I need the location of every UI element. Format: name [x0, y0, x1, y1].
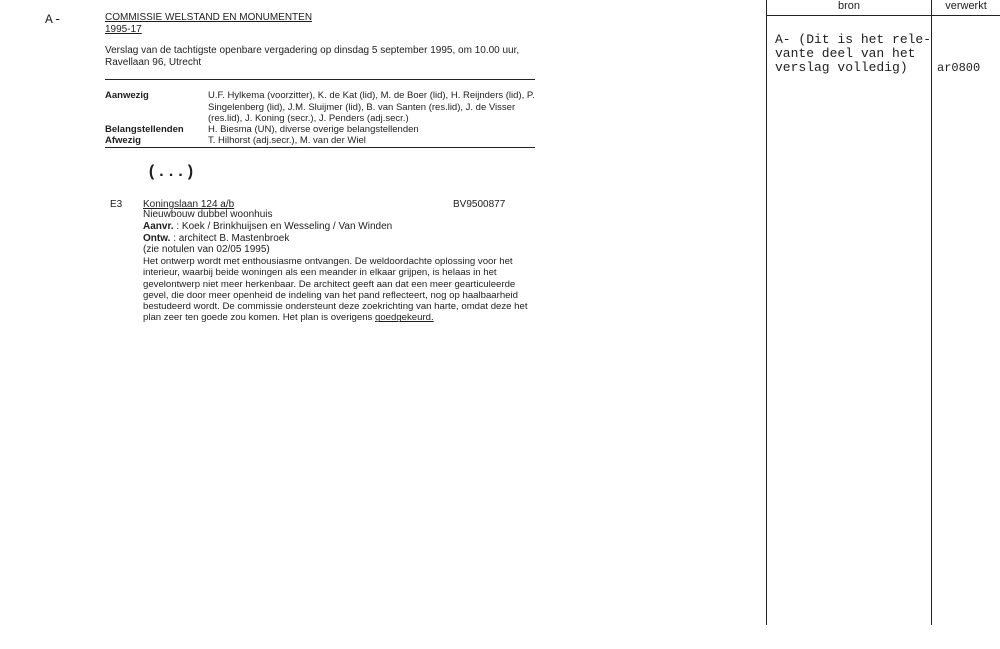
divider-bottom [105, 147, 535, 148]
applicant-value: : Koek / Brinkhuijsen en Wesseling / Van Winden [176, 221, 393, 232]
applicant-label: Aanvr. [143, 221, 174, 232]
agenda-item-description: Nieuwbouw dubbel woonhuis [143, 209, 273, 220]
omission-ellipsis: (...) [147, 163, 196, 181]
meeting-number: 1995-17 [105, 24, 142, 35]
committee-title: COMMISSIE WELSTAND EN MONUMENTEN [105, 12, 313, 23]
agenda-item-reference: BV9500877 [453, 199, 506, 210]
stakeholders-value: H. Biesma (UN), diverse overige belangstellenden [208, 124, 419, 135]
divider-top [105, 79, 535, 80]
document-marker: A- [45, 12, 63, 27]
verwerkt-code: ar0800 [937, 61, 981, 75]
agenda-item-code: E3 [110, 199, 123, 210]
absent-label: Afwezig [105, 135, 141, 146]
column-header-rule [766, 15, 1000, 16]
absent-value: T. Hilhorst (adj.secr.), M. van der Wiel [208, 135, 366, 146]
stakeholders-label: Belangstellenden [105, 124, 184, 135]
verwerkt-column-header: verwerkt [945, 0, 987, 12]
agenda-item-text: Het ontwerp wordt met enthousiasme ontvangen. De weldoordachte oplossing voor het interieur, waarbij beide woningen als een meander in elkaar grijpen, is helaas in het gevelontwerp niet meer herkenbaar. De architect geeft aan dat een meer gearticuleerde gevel, die door meer openheid de indeling van het pand reflecteert, nog op haalbaarheid bestudeerd wordt. De commissie ondersteunt deze zoekrichting van harte, omdat deze het plan zeer ten goede zou komen. Het plan is overigens [143, 256, 528, 324]
designer-label: Ontw. [143, 233, 171, 244]
agenda-item-body [143, 256, 538, 324]
agenda-item-verdict: goedgekeurd. [375, 312, 434, 324]
meeting-intro: Verslag van de tachtigste openbare vergadering op dinsdag 5 september 1995, om 10.00 uur, Ravellaan 96, Utrecht [105, 45, 520, 68]
present-label: Aanwezig [105, 90, 149, 101]
designer-value: : architect B. Mastenbroek [173, 233, 290, 244]
bron-column-header: bron [837, 0, 861, 12]
present-value: U.F. Hylkema (voorzitter), K. de Kat (lid), M. de Boer (lid), H. Reijnders (lid), P. Singelenberg (lid), J.M. Sluijmer (lid), B. van Santen (res.lid), J. de Visser (res.lid), J. Koning (secr.), J. Penders (adj.secr.) [208, 90, 535, 124]
column-divider-left [766, 0, 767, 625]
minutes-reference: (zie notulen van 02/05 1995) [143, 244, 270, 255]
bron-note: A- (Dit is het rele- vante deel van het verslag volledig) [775, 32, 932, 75]
applicant-line [143, 221, 392, 233]
column-divider-right [931, 0, 932, 625]
agenda-item-address: Koningslaan 124 a/b [143, 199, 235, 210]
